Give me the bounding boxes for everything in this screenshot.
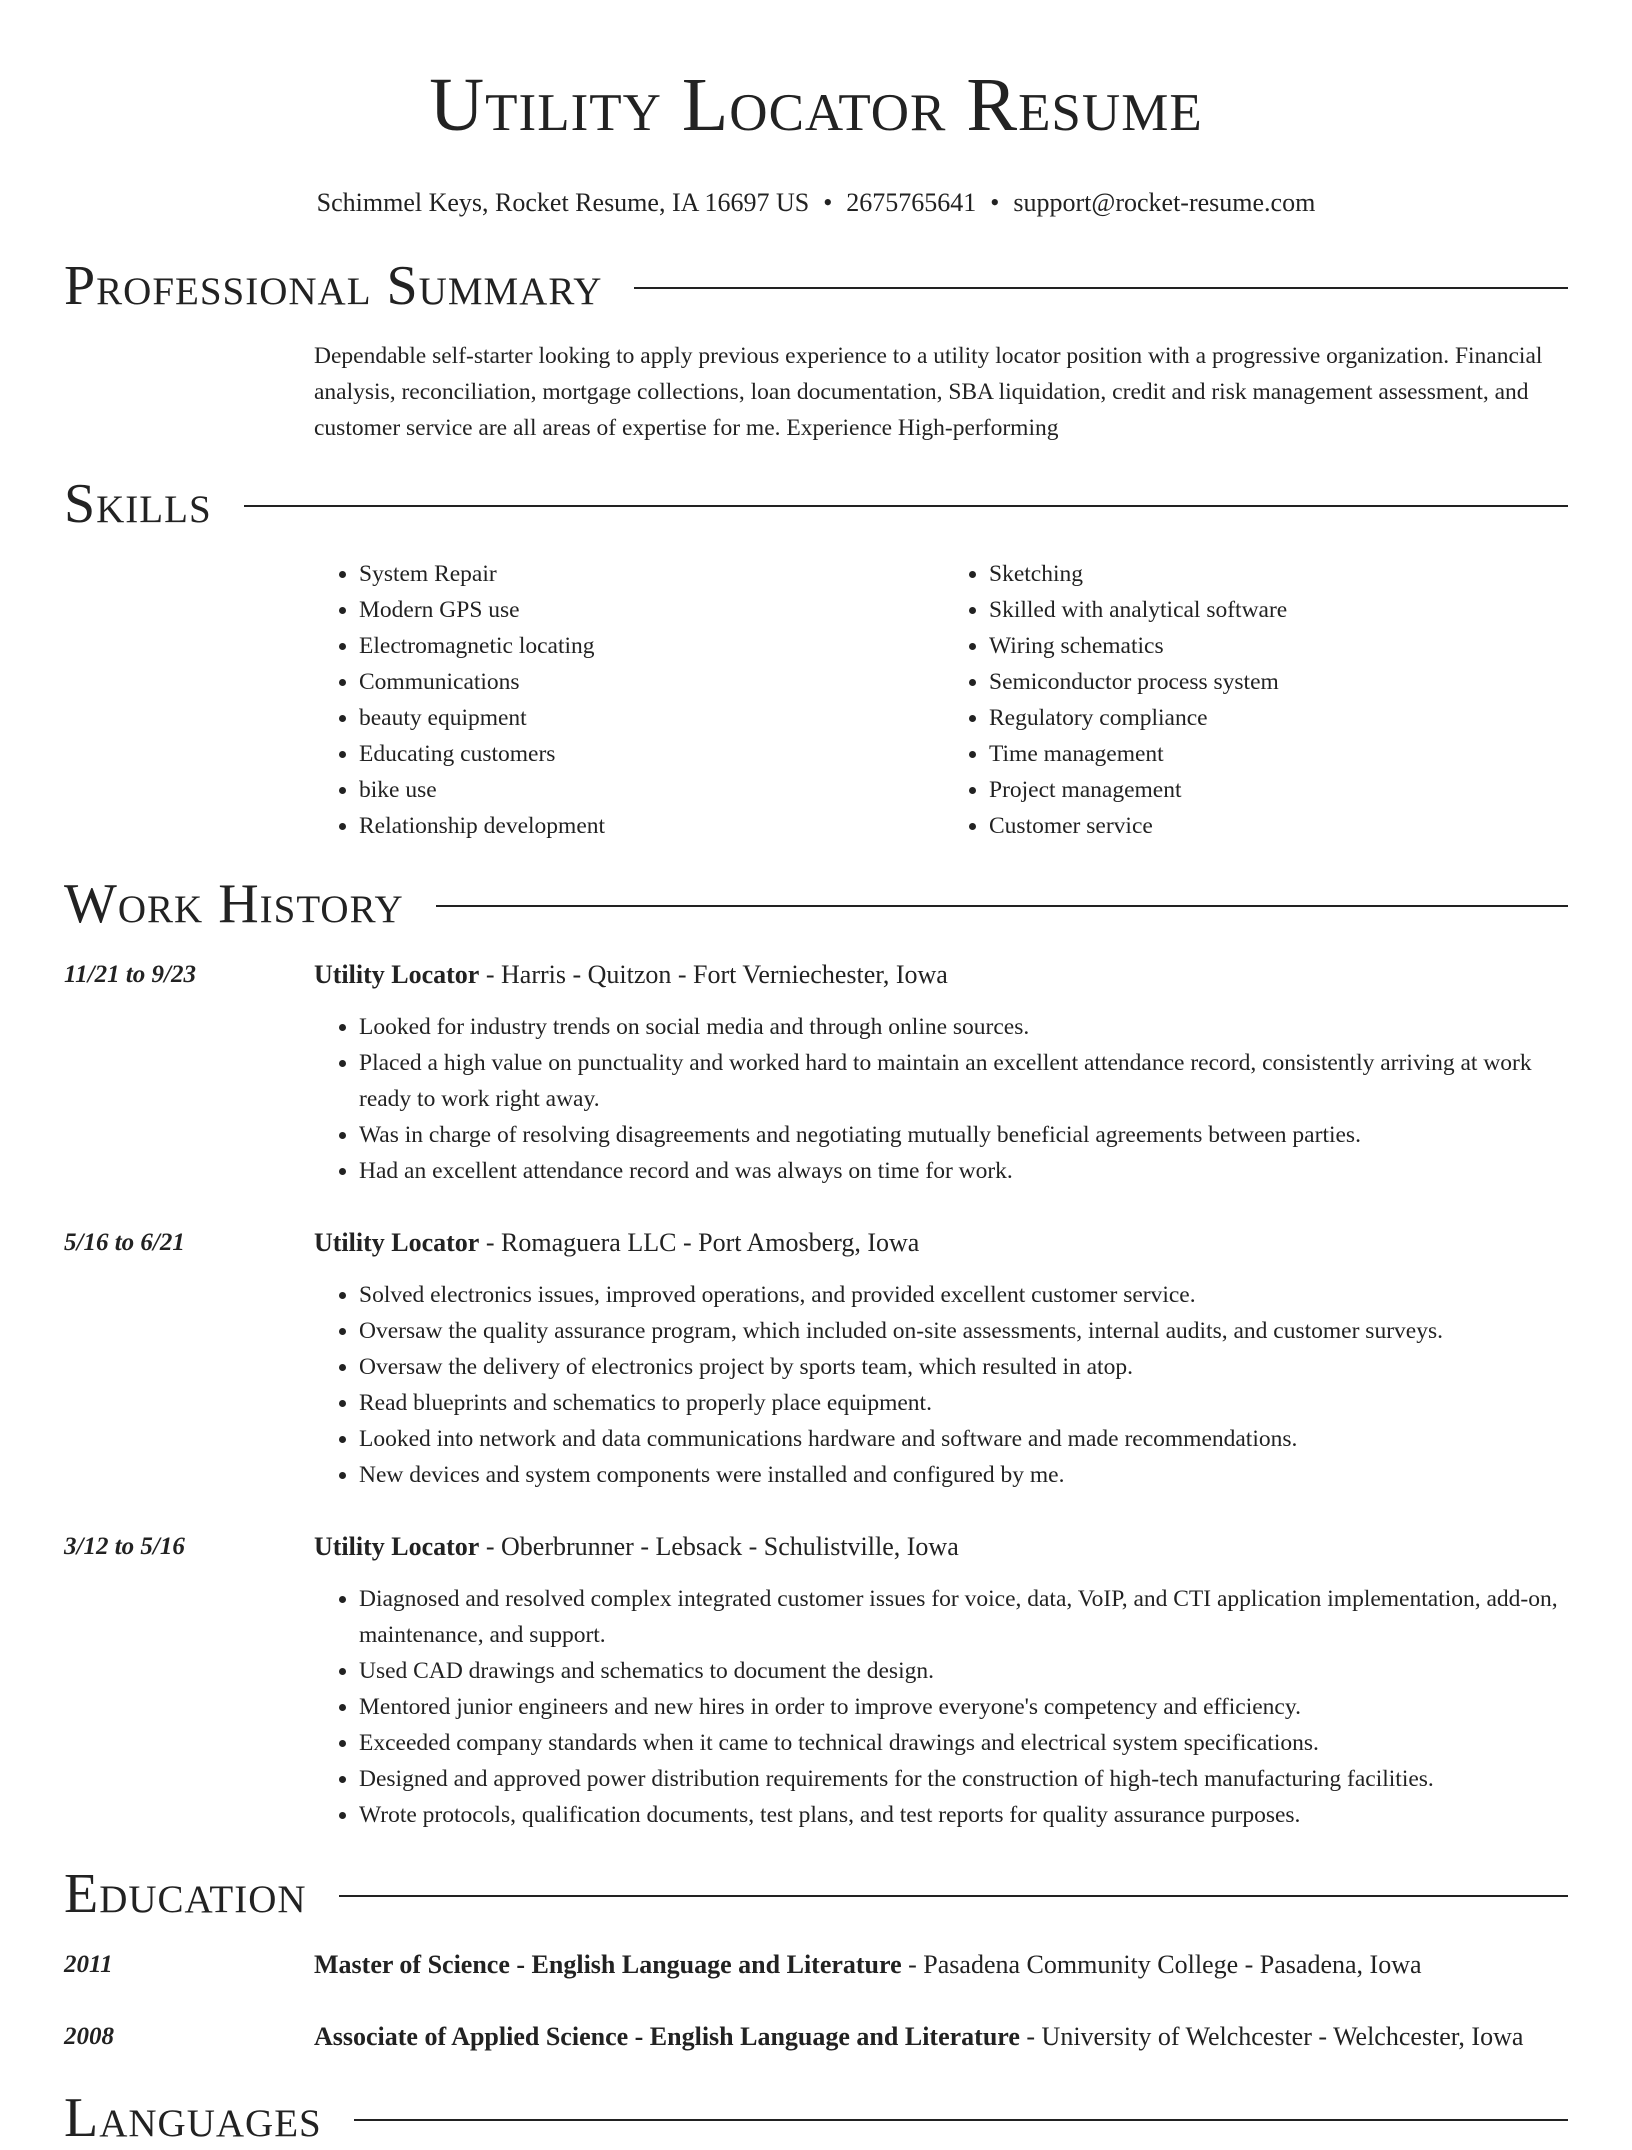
skill-item: • Project management xyxy=(989,772,1574,808)
work-employer: - Oberbrunner - Lebsack - Schulistville, Iowa xyxy=(479,1532,959,1561)
section-divider xyxy=(339,1895,1568,1897)
work-dates: 3/12 to 5/16 xyxy=(64,1533,185,1560)
skill-item: • Relationship development xyxy=(359,808,944,844)
section-work-header xyxy=(64,872,1568,936)
contact-separator: • xyxy=(823,188,833,217)
work-bullet: • Solved electronics issues, improved operations, and provided excellent customer service. xyxy=(359,1277,1574,1313)
skill-item: • Modern GPS use xyxy=(359,592,944,628)
section-languages-header xyxy=(64,2086,1568,2150)
work-bullet: • Placed a high value on punctuality and worked hard to maintain an excellent attendance record, consistently arriving at work ready to work right away. xyxy=(359,1045,1574,1117)
work-bullet: • Looked into network and data communications hardware and software and made recommendations. xyxy=(359,1421,1574,1457)
work-bullet: • Was in charge of resolving disagreements and negotiating mutually beneficial agreements between parties. xyxy=(359,1117,1574,1153)
education-line xyxy=(314,1947,1422,1983)
work-bullet: • Exceeded company standards when it came to technical drawings and electrical system specifications. xyxy=(359,1725,1574,1761)
contact-address: Schimmel Keys, Rocket Resume, IA 16697 US xyxy=(316,188,810,217)
education-degree: Master of Science - English Language and Literature xyxy=(314,1950,902,1979)
work-bullet: • New devices and system components were installed and configured by me. xyxy=(359,1457,1574,1493)
skill-item: • Customer service xyxy=(989,808,1574,844)
work-role: Utility Locator xyxy=(314,1532,480,1561)
skill-item: • Wiring schematics xyxy=(989,628,1574,664)
contact-line xyxy=(0,186,1632,220)
work-employer: - Romaguera LLC - Port Amosberg, Iowa xyxy=(479,1228,920,1257)
work-title-line xyxy=(314,1529,959,1565)
skill-item: • Skilled with analytical software xyxy=(989,592,1574,628)
education-year: 2008 xyxy=(64,2023,114,2050)
skill-item: • Semiconductor process system xyxy=(989,664,1574,700)
education-degree: Associate of Applied Science - English Language and Literature xyxy=(314,2022,1020,2051)
skill-item: • Electromagnetic locating xyxy=(359,628,944,664)
section-divider xyxy=(436,905,1568,907)
work-role: Utility Locator xyxy=(314,960,480,989)
work-bullet: • Looked for industry trends on social media and through online sources. xyxy=(359,1009,1574,1045)
work-role: Utility Locator xyxy=(314,1228,480,1257)
section-divider xyxy=(354,2119,1568,2121)
work-bullet: • Used CAD drawings and schematics to document the design. xyxy=(359,1653,1574,1689)
work-title-line xyxy=(314,1225,919,1261)
skill-item: • bike use xyxy=(359,772,944,808)
section-languages-title: Languages xyxy=(64,2087,322,2149)
resume-title: Utility Locator Resume xyxy=(429,63,1203,147)
work-bullet: • Designed and approved power distribution requirements for the construction of high-tech manufacturing facilities. xyxy=(359,1761,1574,1797)
section-summary-header xyxy=(64,254,1568,318)
section-work-title: Work History xyxy=(64,873,404,935)
skill-item: • Educating customers xyxy=(359,736,944,772)
work-bullets xyxy=(314,1581,1574,1833)
work-dates: 11/21 to 9/23 xyxy=(64,961,196,988)
section-divider xyxy=(634,287,1568,289)
work-bullet: • Oversaw the quality assurance program, which included on-site assessments, internal audits, and customer surveys. xyxy=(359,1313,1574,1349)
skill-item: • beauty equipment xyxy=(359,700,944,736)
skill-item: • Regulatory compliance xyxy=(989,700,1574,736)
skills-column-right xyxy=(944,556,1574,844)
education-year: 2011 xyxy=(64,1951,113,1978)
section-education-header xyxy=(64,1862,1568,1926)
education-line xyxy=(314,2019,1523,2055)
work-bullets xyxy=(314,1277,1574,1493)
work-title-line xyxy=(314,957,948,993)
skill-item: • Communications xyxy=(359,664,944,700)
section-skills-title: Skills xyxy=(64,473,212,535)
section-summary-title: Professional Summary xyxy=(64,255,603,317)
work-bullet: • Had an excellent attendance record and was always on time for work. xyxy=(359,1153,1574,1189)
work-bullet: • Oversaw the delivery of electronics project by sports team, which resulted in atop. xyxy=(359,1349,1574,1385)
skills-list xyxy=(314,556,1574,844)
education-school: - University of Welchcester - Welchcester, Iowa xyxy=(1019,2022,1524,2051)
section-education-title: Education xyxy=(64,1863,307,1925)
skill-item: • System Repair xyxy=(359,556,944,592)
section-skills-header xyxy=(64,472,1568,536)
contact-separator: • xyxy=(990,188,1000,217)
summary-text: Dependable self-starter looking to apply previous experience to a utility locator position with a progressive organization. Financial analysis, reconciliation, mortgage collections, loan documentation, SBA liquidation, credit and risk management assessment, and customer service are all areas of expertise for me. Experience High-performing xyxy=(314,343,1543,441)
work-dates: 5/16 to 6/21 xyxy=(64,1229,185,1256)
work-bullet: • Mentored junior engineers and new hires in order to improve everyone's competency and efficiency. xyxy=(359,1689,1574,1725)
work-bullet: • Diagnosed and resolved complex integrated customer issues for voice, data, VoIP, and CTI application implementation, add-on, maintenance, and support. xyxy=(359,1581,1574,1653)
skill-item: • Time management xyxy=(989,736,1574,772)
work-bullet: • Wrote protocols, qualification documents, test plans, and test reports for quality assurance purposes. xyxy=(359,1797,1574,1833)
work-bullets xyxy=(314,1009,1574,1189)
skill-item: • Sketching xyxy=(989,556,1574,592)
section-divider xyxy=(244,505,1568,507)
contact-email: support@rocket-resume.com xyxy=(1013,188,1316,217)
work-bullet: • Read blueprints and schematics to properly place equipment. xyxy=(359,1385,1574,1421)
work-employer: - Harris - Quitzon - Fort Verniechester, Iowa xyxy=(479,960,948,989)
contact-phone: 2675765641 xyxy=(846,188,977,217)
skills-column-left xyxy=(314,556,944,844)
education-school: - Pasadena Community College - Pasadena, Iowa xyxy=(901,1950,1422,1979)
